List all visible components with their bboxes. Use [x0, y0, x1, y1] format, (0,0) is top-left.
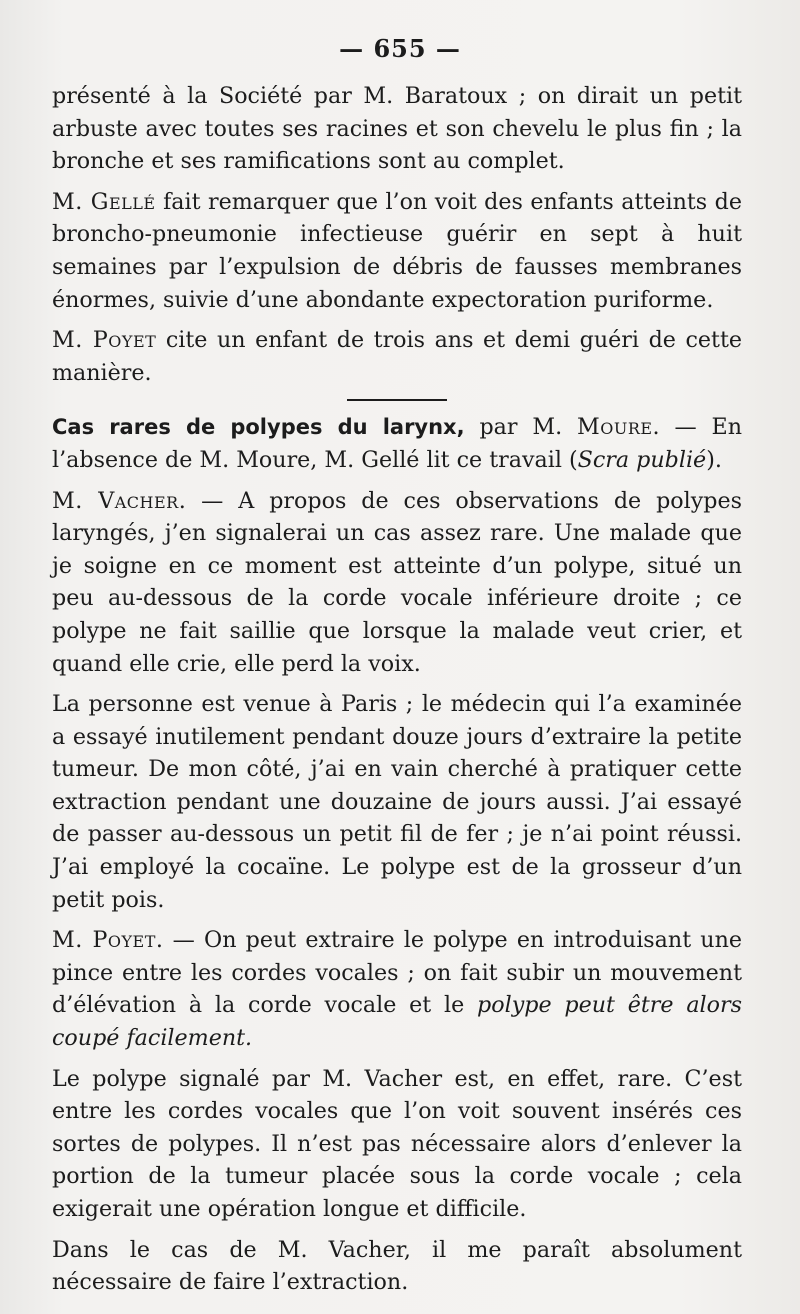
- speaker-name: M. Vacher.: [52, 487, 187, 514]
- section-author: Moure: [577, 414, 653, 441]
- section-divider: [347, 399, 447, 401]
- speaker-name: M. Gellé: [52, 188, 156, 215]
- paragraph-5: [52, 485, 742, 681]
- speaker-name: M. Poyet: [52, 327, 157, 354]
- paragraph-3: [52, 324, 742, 389]
- paragraph-text: — On peut extraire le polype en introduisant une pince entre les cordes vocales ; on fait subir un mouvement d’élévation à la corde vocale et le: [52, 927, 743, 1019]
- paragraph-text: fait remarquer que l’on voit des enfants atteints de broncho-pneumonie infectieuse guérir en sept à huit semaines par l’expulsion de débris de fausses membranes énormes, suivie d’une abondante expectoration puriforme.: [52, 188, 742, 313]
- speaker-name: M. Poyet.: [52, 927, 164, 954]
- paragraph-6: La personne est venue à Paris ; le médecin qui l’a examinée a essayé inutilement pendant douze jours d’extraire la petite tumeur. De mon côté, j’ai en vain cherché à pratiquer cette extraction pendant une douzaine de jours aussi. J’ai essayé de passer au-dessous un petit fil de fer ; je n’ai point réussi. J’ai employé la cocaïne. Le polype est de la grosseur d’un petit pois.: [52, 691, 742, 913]
- paragraph-7: [52, 924, 742, 1054]
- body-text: [52, 80, 742, 1307]
- paragraph-9: Dans le cas de M. Vacher, il me paraît absolument nécessaire de faire l’extraction.: [52, 1236, 742, 1296]
- section-close: ).: [706, 446, 722, 473]
- section-title: Cas rares de polypes du larynx,: [52, 415, 465, 440]
- emphasized-text: polype peut être alors coupé facilement.: [52, 992, 743, 1052]
- publication-note: Scra publié: [577, 446, 707, 473]
- paragraph-text: cite un enfant de trois ans et demi guéri de cette manière.: [52, 327, 742, 386]
- paragraph-1: présenté à la Société par M. Baratoux ; on dirait un petit arbuste avec toutes ses racines et son chevelu le plus fin ; la bronche et ses ramifications sont au complet.: [52, 83, 742, 175]
- page-number: — 655 —: [339, 34, 461, 63]
- section-by: par M.: [464, 414, 577, 441]
- section-heading-paragraph: [52, 411, 742, 476]
- section-intro: . — En l’absence de M. Moure, M. Gellé lit ce travail (: [52, 414, 743, 473]
- paragraph-2: [52, 186, 742, 316]
- paragraph-8: Le polype signalé par M. Vacher est, en effet, rare. C’est entre les cordes vocales que l’on voit souvent insérés ces sortes de polypes. Il n’est pas nécessaire alors d’enlever la portion de la tumeur placée sous la corde vocale ; cela exigerait une opération longue et difficile.: [52, 1065, 742, 1222]
- paragraph-text: — A propos de ces observations de polypes laryngés, j’en signalerai un cas assez rare. Une malade que je soigne en ce moment est atteinte d’un polype, situé un peu au-dessous de la corde vocale inférieure droite ; ce polype ne fait saillie que lorsque la malade veut crier, et quand elle crie, elle perd la voix.: [52, 487, 742, 677]
